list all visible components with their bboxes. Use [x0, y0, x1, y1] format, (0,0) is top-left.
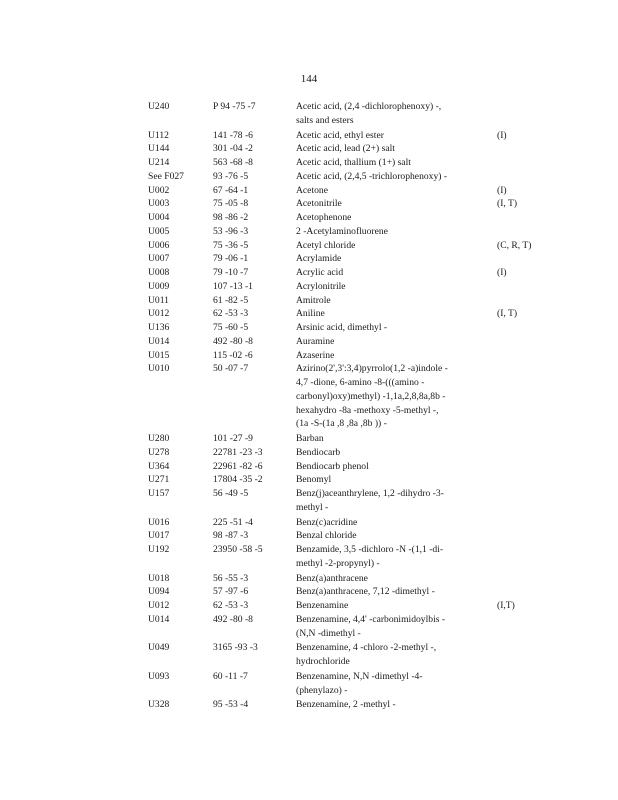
substance-name [296, 670, 497, 698]
hazardous-waste-table [148, 100, 568, 712]
substance-name-line: Acetic acid, ethyl ester [296, 129, 384, 141]
substance-name-line: (1a -S-(1a ,8 ,8a ,8b )) - [296, 418, 387, 430]
substance-name-line: Arsinic acid, dimethyl - [296, 322, 388, 333]
waste-code: U364 [148, 460, 170, 472]
substance-name-line: 4,7 -dione, 6-amino -8-(((amino - [296, 377, 425, 388]
table-row [148, 184, 568, 198]
table-row [148, 129, 568, 143]
substance-name [296, 184, 497, 198]
table-row [148, 170, 568, 184]
hazard-code [497, 473, 568, 487]
waste-code: U003 [148, 198, 170, 210]
cas-number: 492 -80 -8 [213, 613, 253, 625]
hazard-code [497, 543, 568, 571]
waste-code: U214 [148, 157, 170, 168]
table-row [148, 460, 568, 474]
table-row [148, 529, 568, 543]
hazard-code: (I,T) [497, 600, 515, 611]
cas-number: 17804 -35 -2 [213, 474, 263, 486]
substance-name-line: Benomyl [296, 474, 332, 486]
hazard-code [497, 613, 568, 641]
cas-number: 23950 -58 -5 [213, 544, 263, 555]
table-row [148, 446, 568, 460]
substance-name-line: (phenylazo) - [296, 684, 348, 696]
cas-number: 98 -87 -3 [213, 530, 249, 542]
waste-code: U016 [148, 516, 170, 528]
hazard-code: (I, T) [497, 308, 518, 320]
substance-name-line: Acetyl chloride [296, 239, 356, 251]
cas-number: 57 -97 -6 [213, 586, 249, 598]
hazard-code [497, 280, 568, 294]
substance-name [296, 225, 497, 239]
table-row [148, 516, 568, 530]
hazard-code [497, 487, 568, 515]
substance-name-line: Benz(c)acridine [296, 516, 358, 528]
hazard-code [497, 460, 568, 474]
table-row [148, 349, 568, 363]
substance-name [296, 239, 497, 253]
substance-name [296, 197, 497, 211]
cas-number: 98 -86 -2 [213, 212, 249, 223]
substance-name-line: Benzal chloride [296, 530, 357, 542]
waste-code: U014 [148, 613, 170, 625]
substance-name [296, 142, 497, 156]
waste-code: U328 [148, 699, 170, 711]
substance-name-line: Acetic acid, thallium (1+) salt [296, 157, 411, 168]
waste-code: U278 [148, 446, 170, 458]
substance-name-line: Benzenamine, 4 -chloro -2-methyl -, [296, 642, 437, 654]
waste-code: U049 [148, 642, 170, 654]
substance-name-line: Auramine [296, 335, 335, 347]
cas-number: 75 -36 -5 [213, 239, 249, 251]
waste-code: U010 [148, 363, 170, 375]
cas-number: 67 -64 -1 [213, 184, 249, 196]
substance-name [296, 349, 497, 363]
table-row [148, 599, 568, 613]
substance-name-line: Acrylic acid [296, 267, 344, 278]
substance-name-line: Benzenamine, 2 -methyl - [296, 699, 396, 711]
substance-name-line: Barban [296, 433, 324, 444]
substance-name [296, 129, 497, 143]
table-row [148, 100, 568, 128]
substance-name-line: Amitrole [296, 294, 331, 306]
substance-name [296, 266, 497, 280]
table-row [148, 156, 568, 170]
table-row [148, 225, 568, 239]
hazard-code: (C, R, T) [497, 239, 532, 251]
cas-number: 22961 -82 -6 [213, 460, 263, 472]
substance-name [296, 473, 497, 487]
substance-name [296, 641, 497, 669]
substance-name-line: Acetophenone [296, 212, 352, 223]
table-row [148, 572, 568, 586]
substance-name [296, 543, 497, 571]
waste-code: U144 [148, 143, 170, 155]
substance-name-line: salts and esters [296, 114, 354, 126]
cas-number: 79 -06 -1 [213, 253, 249, 265]
hazard-code [497, 446, 568, 460]
waste-code: U157 [148, 488, 170, 499]
substance-name [296, 252, 497, 266]
table-row [148, 487, 568, 515]
cas-number: 93 -76 -5 [213, 170, 249, 182]
substance-name-line: hydrochloride [296, 656, 350, 667]
hazard-code [497, 572, 568, 586]
waste-code: U005 [148, 225, 170, 237]
substance-name-line: Benz(a)anthracene, 7,12 -dimethyl - [296, 586, 435, 598]
substance-name-line: Benzenamine, N,N -dimethyl -4- [296, 670, 423, 682]
substance-name-line: Acrylamide [296, 253, 342, 265]
table-row [148, 670, 568, 698]
substance-name-line: Acetonitrile [296, 198, 342, 210]
waste-code: U136 [148, 322, 170, 333]
hazard-code: (I) [497, 184, 507, 196]
cas-number: 3165 -93 -3 [213, 642, 258, 654]
substance-name-line: Azirino(2',3':3,4)pyrrolo(1,2 -a)indole - [296, 363, 448, 375]
table-row [148, 698, 568, 712]
substance-name [296, 280, 497, 294]
hazard-code [497, 225, 568, 239]
cas-number: 79 -10 -7 [213, 267, 249, 278]
cas-number: 60 -11 -7 [213, 670, 248, 682]
cas-number: 301 -04 -2 [213, 143, 253, 155]
hazard-code [497, 670, 568, 698]
cas-number: 62 -53 -3 [213, 600, 249, 611]
cas-number: 75 -05 -8 [213, 198, 249, 210]
cas-number: 75 -60 -5 [213, 322, 249, 333]
substance-name [296, 599, 497, 613]
substance-name-line: Aniline [296, 308, 325, 320]
cas-number: 50 -07 -7 [213, 363, 249, 375]
substance-name [296, 170, 497, 184]
hazard-code: (I, T) [497, 198, 518, 210]
waste-code: U006 [148, 239, 170, 251]
waste-code: U012 [148, 600, 170, 611]
substance-name [296, 100, 497, 128]
waste-code: U002 [148, 184, 170, 196]
table-row [148, 473, 568, 487]
waste-code: U011 [148, 294, 169, 306]
substance-name [296, 294, 497, 308]
substance-name-line: Bendiocarb phenol [296, 460, 369, 472]
waste-code: U012 [148, 308, 170, 320]
substance-name-line: Bendiocarb [296, 446, 341, 458]
waste-code: U018 [148, 572, 170, 584]
waste-code: U015 [148, 349, 170, 361]
substance-name [296, 516, 497, 530]
substance-name-line: Acrylonitrile [296, 280, 346, 292]
cas-number: 225 -51 -4 [213, 516, 253, 528]
cas-number: 22781 -23 -3 [213, 446, 263, 458]
substance-name-line: Acetone [296, 184, 328, 196]
substance-name [296, 432, 497, 446]
substance-name-line: Benzenamine [296, 600, 349, 611]
waste-code: U192 [148, 544, 170, 555]
substance-name-line: methyl -2-propynyl) - [296, 557, 380, 569]
substance-name-line: Acetic acid, lead (2+) salt [296, 143, 395, 155]
hazard-code [497, 529, 568, 543]
waste-code: U093 [148, 670, 170, 682]
cas-number: P 94 -75 -7 [213, 101, 256, 112]
substance-name [296, 362, 497, 431]
table-row [148, 197, 568, 211]
hazard-code [497, 362, 568, 431]
table-row [148, 239, 568, 253]
hazard-code [497, 516, 568, 530]
substance-name [296, 211, 497, 225]
substance-name-line: Benzenamine, 4,4' -carbonimidoylbis - [296, 613, 446, 625]
cas-number: 101 -27 -9 [213, 433, 253, 444]
substance-name [296, 613, 497, 641]
substance-name-line: carbonyl)oxy)methyl) -1,1a,2,8,8a,8b - [296, 390, 446, 402]
table-row [148, 252, 568, 266]
cas-number: 56 -55 -3 [213, 572, 249, 584]
hazard-code [497, 252, 568, 266]
waste-code: U240 [148, 101, 170, 112]
substance-name [296, 307, 497, 321]
table-row [148, 585, 568, 599]
waste-code: U271 [148, 474, 170, 486]
hazard-code [497, 142, 568, 156]
hazard-code [497, 349, 568, 363]
waste-code: See F027 [148, 170, 184, 182]
substance-name-line: Benz(a)anthracene [296, 572, 368, 584]
waste-code: U007 [148, 253, 170, 265]
table-row [148, 641, 568, 669]
cas-number: 53 -96 -3 [213, 225, 249, 237]
page-number: 144 [300, 73, 318, 85]
substance-name-line: Benzamide, 3,5 -dichloro -N -(1,1 -di- [296, 544, 444, 555]
cas-number: 492 -80 -8 [213, 335, 253, 347]
table-row [148, 362, 568, 431]
cas-number: 107 -13 -1 [213, 280, 253, 292]
substance-name-line: methyl - [296, 501, 329, 513]
waste-code: U017 [148, 530, 170, 542]
cas-number: 95 -53 -4 [213, 699, 249, 711]
cas-number: 115 -02 -6 [213, 349, 253, 361]
hazard-code [497, 698, 568, 712]
substance-name [296, 460, 497, 474]
substance-name-line: Acetic acid, (2,4 -dichlorophenoxy) -, [296, 101, 442, 112]
waste-code: U280 [148, 433, 170, 444]
table-row [148, 280, 568, 294]
hazard-code [497, 294, 568, 308]
table-row [148, 543, 568, 571]
table-row [148, 307, 568, 321]
cas-number: 56 -49 -5 [213, 488, 249, 499]
substance-name-line: Benz(j)aceanthrylene, 1,2 -dihydro -3- [296, 488, 444, 499]
hazard-code [497, 585, 568, 599]
substance-name-line: 2 -Acetylaminofluorene [296, 225, 388, 237]
hazard-code [497, 432, 568, 446]
substance-name [296, 156, 497, 170]
cas-number: 563 -68 -8 [213, 157, 253, 168]
table-row [148, 211, 568, 225]
substance-name [296, 529, 497, 543]
table-row [148, 321, 568, 335]
waste-code: U004 [148, 212, 170, 223]
waste-code: U094 [148, 586, 170, 598]
substance-name-line: Azaserine [296, 349, 335, 361]
hazard-code [497, 321, 568, 335]
cas-number: 62 -53 -3 [213, 308, 249, 320]
hazard-code [497, 100, 568, 128]
hazard-code [497, 156, 568, 170]
waste-code: U014 [148, 335, 170, 347]
hazard-code: (I) [497, 129, 507, 141]
substance-name [296, 698, 497, 712]
substance-name-line: hexahydro -8a -methoxy -5-methyl -, [296, 404, 439, 416]
substance-name [296, 487, 497, 515]
table-row [148, 432, 568, 446]
hazard-code [497, 211, 568, 225]
substance-name [296, 446, 497, 460]
waste-code: U009 [148, 280, 170, 292]
waste-code: U008 [148, 267, 170, 278]
substance-name [296, 572, 497, 586]
substance-name [296, 335, 497, 349]
waste-code: U112 [148, 129, 169, 141]
table-row [148, 266, 568, 280]
hazard-code [497, 641, 568, 669]
table-row [148, 613, 568, 641]
hazard-code: (I) [497, 267, 507, 278]
substance-name [296, 585, 497, 599]
table-row [148, 335, 568, 349]
cas-number: 61 -82 -5 [213, 294, 249, 306]
cas-number: 141 -78 -6 [213, 129, 253, 141]
hazard-code [497, 170, 568, 184]
substance-name-line: (N,N -dimethyl - [296, 627, 361, 639]
table-row [148, 142, 568, 156]
substance-name [296, 321, 497, 335]
hazard-code [497, 335, 568, 349]
substance-name-line: Acetic acid, (2,4,5 -trichlorophenoxy) - [296, 170, 448, 182]
table-row [148, 294, 568, 308]
